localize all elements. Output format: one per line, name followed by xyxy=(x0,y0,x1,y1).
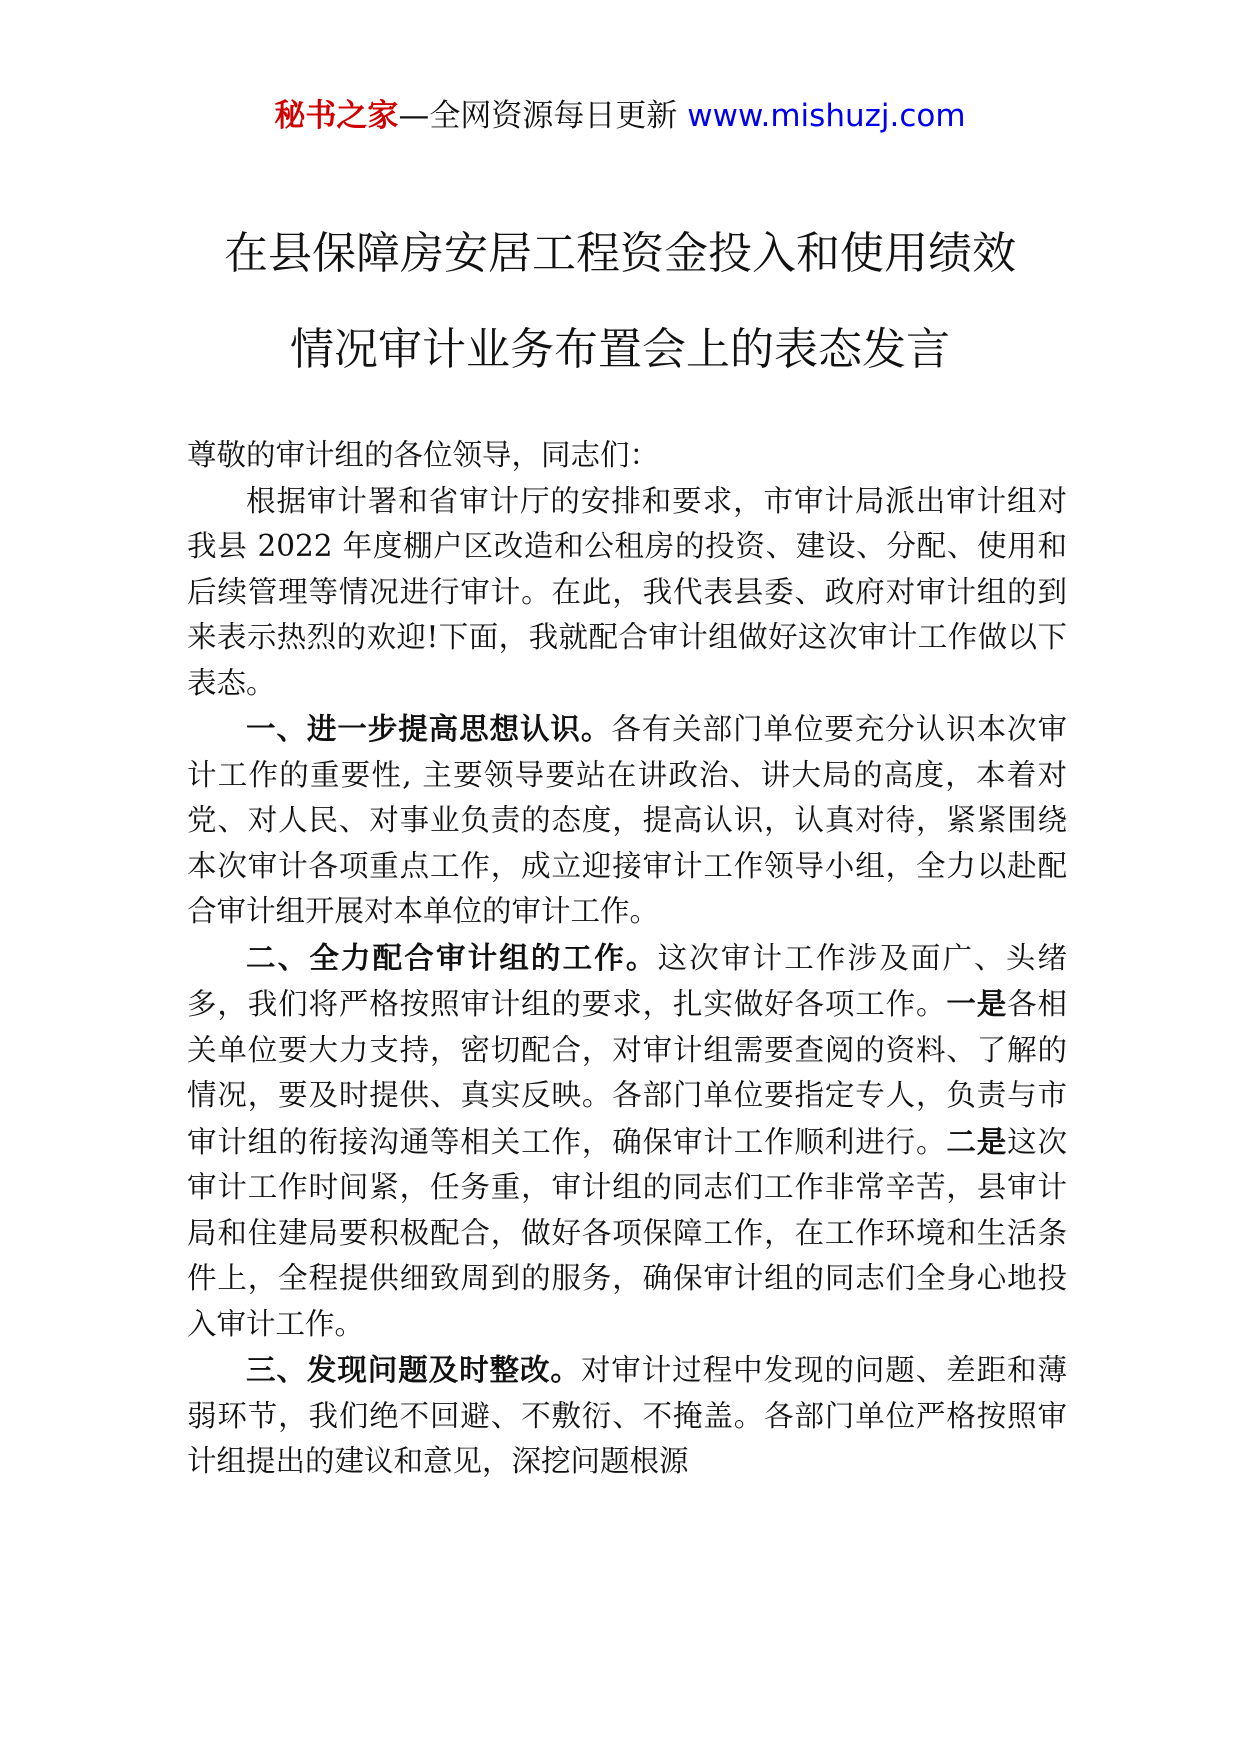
salutation: 尊敬的审计组的各位领导，同志们： xyxy=(187,438,660,472)
section-2-point-2-text: 这次审计工作时间紧，任务重，审计组的同志们工作非常辛苦，县审计局和住建局要积极配合，做好各项保障工作，在工作环境和生活条件上，全程提供细致周到的服务，确保审计组的同志们全身心地投入审计工作。 xyxy=(187,1124,1067,1341)
section-2-paragraph xyxy=(187,935,1067,1348)
section-2-point-2-label: 二是 xyxy=(946,1123,1008,1159)
site-tagline: —全网资源每日更新 xyxy=(398,98,688,134)
site-name: 秘书之家 xyxy=(274,98,399,134)
section-1-text: 各有关部门单位要充分认识本次审计工作的重要性, 主要领导要站在讲政治、讲大局的高度，本着对党、对人民、对事业负责的态度，提高认识，认真对待，紧紧围绕本次审计各项重点工作，成立迎接审计工作领导小组，全力以赴配合审计组开展对本单位的审计工作。 xyxy=(187,712,1067,928)
title-line-2: 情况审计业务布置会上的表态发言 xyxy=(290,324,950,375)
section-2-point-1-label: 一是 xyxy=(946,986,1008,1021)
document-body xyxy=(187,433,1067,1485)
section-1-heading: 一、进一步提高思想认识。 xyxy=(246,711,612,746)
section-1-paragraph xyxy=(187,706,1067,935)
section-2-heading: 二、全力配合审计组的工作。 xyxy=(246,939,658,975)
intro-paragraph: 根据审计署和省审计厅的安排和要求，市审计局派出审计组对我县 2022 年度棚户区改造和公租房的投资、建设、分配、使用和后续管理等情况进行审计。在此，我代表县委、政府对审计组的到来表示热烈的欢迎!下面，我就配合审计组做好这次审计工作做以下表态。 xyxy=(187,483,1067,700)
section-3-heading: 三、发现问题及时整改。 xyxy=(246,1352,581,1387)
title-line-1: 在县保障房安居工程资金投入和使用绩效 xyxy=(224,228,1016,279)
document-title xyxy=(0,206,1240,398)
section-2-point-1-text: 各相关单位要大力支持，密切配合，对审计组需要查阅的资料、了解的情况，要及时提供、真实反映。各部门单位要指定专人，负责与市审计组的衔接沟通等相关工作，确保审计工作顺利进行。 xyxy=(187,987,1067,1159)
site-url-link[interactable]: www.mishuzj.com xyxy=(687,98,966,134)
section-3-paragraph xyxy=(187,1347,1067,1485)
section-2-text: 这次审计工作涉及面广、头绪多，我们将严格按照审计组的要求，扎实做好各项工作。 xyxy=(187,940,1067,1021)
section-3-text: 对审计过程中发现的问题、差距和薄弱环节，我们绝不回避、不敷衍、不掩盖。各部门单位严格按照审计组提出的建议和意见，深挖问题根源 xyxy=(187,1353,1067,1478)
site-header xyxy=(0,96,1240,136)
